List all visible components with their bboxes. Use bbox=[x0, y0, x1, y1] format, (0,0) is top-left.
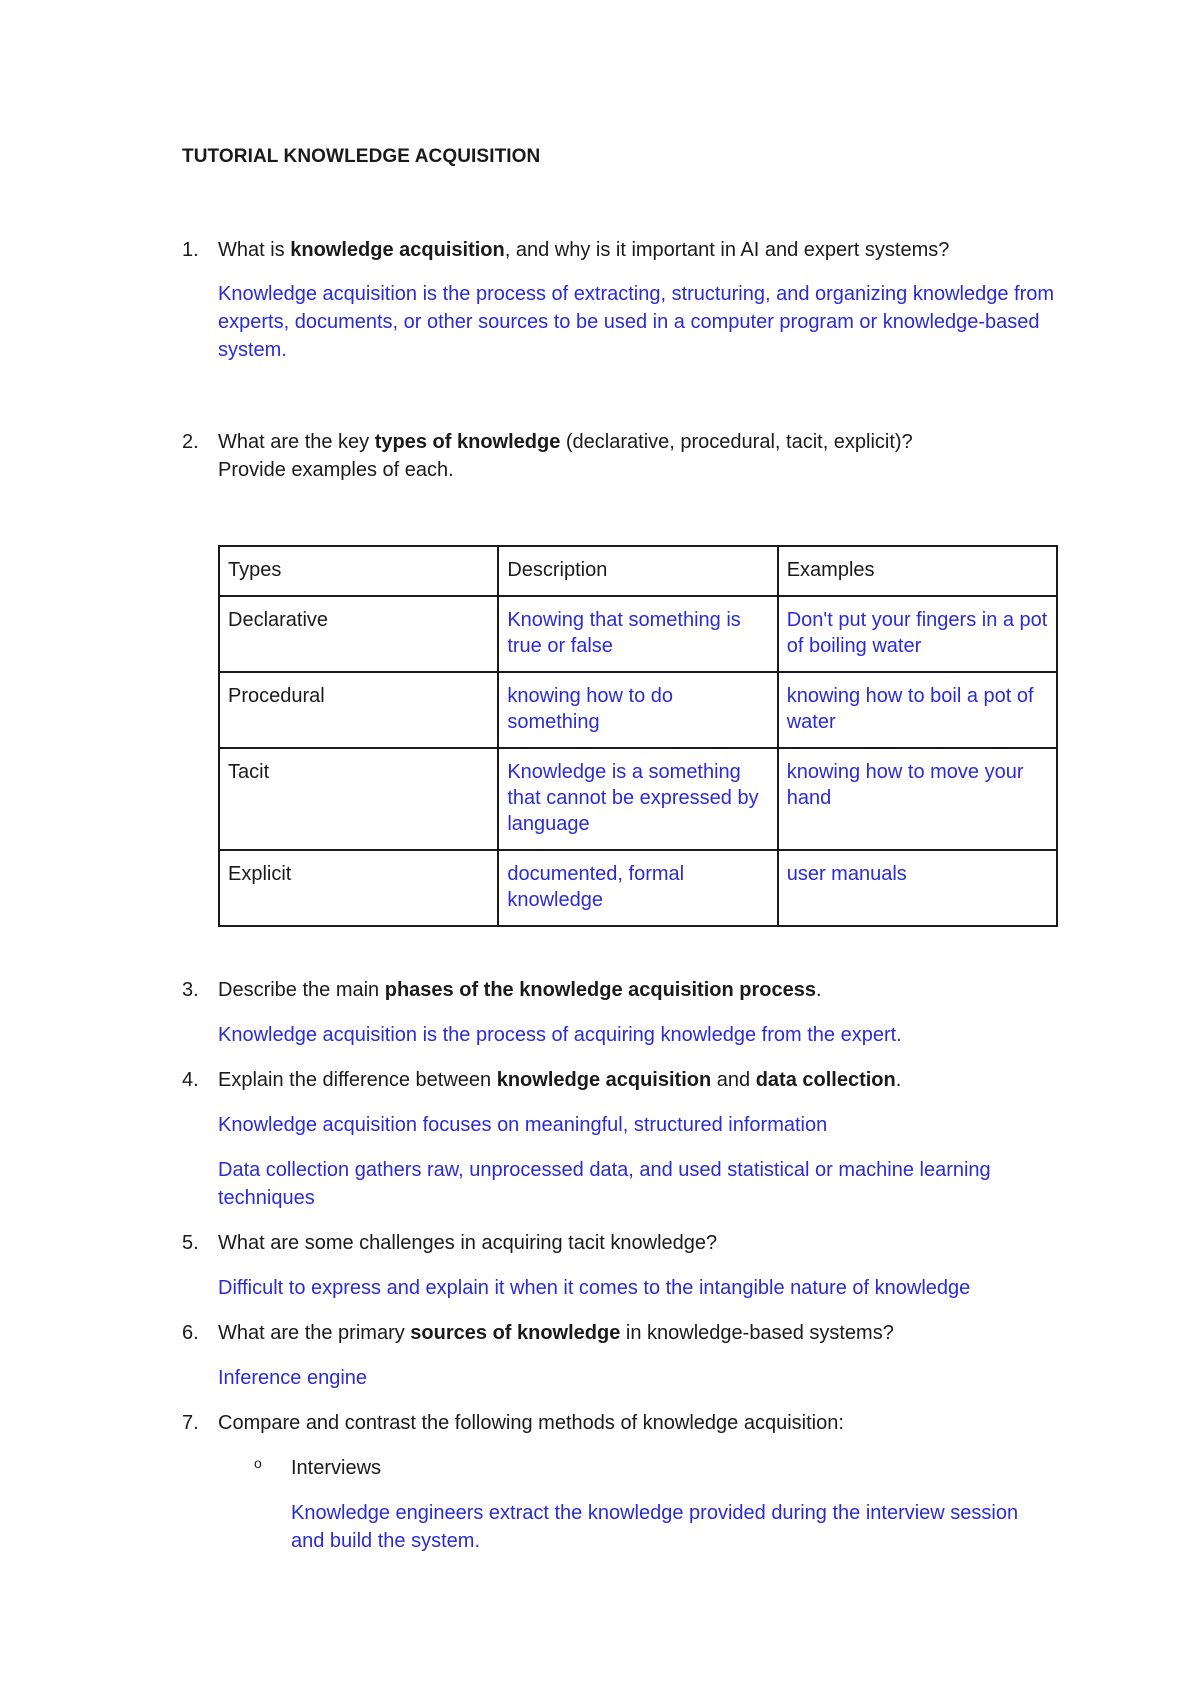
question-text: Describe the main phases of the knowledge acquisition process. bbox=[218, 979, 822, 1001]
table-header-row bbox=[219, 546, 1057, 596]
answer-6: Inference engine bbox=[218, 1367, 368, 1389]
sub-item-interviews: Interviews bbox=[291, 1457, 382, 1479]
question-number: 7. bbox=[182, 1412, 199, 1434]
answer-4b: Data collection gathers raw, unprocessed data, and used statistical or machine learning techniques bbox=[218, 1159, 991, 1209]
table-cell: Explicit bbox=[219, 850, 498, 926]
table-cell: Knowledge is a something that cannot be expressed by language bbox=[498, 748, 777, 850]
table-cell: Declarative bbox=[219, 596, 498, 672]
table-row bbox=[219, 672, 1057, 748]
bullet-icon: o bbox=[254, 1455, 262, 1471]
question-number: 2. bbox=[182, 431, 199, 453]
document-title: TUTORIAL KNOWLEDGE ACQUISITION bbox=[182, 146, 541, 167]
table-cell: knowing how to move your hand bbox=[778, 748, 1057, 850]
table-cell: Don't put your fingers in a pot of boiling water bbox=[778, 596, 1057, 672]
question-text: What is knowledge acquisition, and why is it important in AI and expert systems? bbox=[218, 239, 950, 261]
table-row bbox=[219, 748, 1057, 850]
table-cell: Knowing that something is true or false bbox=[498, 596, 777, 672]
answer-1: Knowledge acquisition is the process of extracting, structuring, and organizing knowledge from experts, documents, or other sources to be used in a computer program or knowledge-based system. bbox=[218, 283, 1055, 361]
table-cell: user manuals bbox=[778, 850, 1057, 926]
question-text: What are the primary sources of knowledge in knowledge-based systems? bbox=[218, 1322, 894, 1344]
answer-5: Difficult to express and explain it when it comes to the intangible nature of knowledge bbox=[218, 1277, 971, 1299]
question-text: What are the key types of knowledge (declarative, procedural, tacit, explicit)? Provide examples of each. bbox=[218, 431, 913, 481]
table-row bbox=[219, 596, 1057, 672]
question-number: 4. bbox=[182, 1069, 199, 1091]
table-row bbox=[219, 850, 1057, 926]
question-number: 1. bbox=[182, 239, 199, 261]
table-cell: Tacit bbox=[219, 748, 498, 850]
table-cell: knowing how to do something bbox=[498, 672, 777, 748]
answer-4a: Knowledge acquisition focuses on meaningful, structured information bbox=[218, 1114, 828, 1136]
table-header-cell: Examples bbox=[778, 546, 1057, 596]
table-header-cell: Description bbox=[498, 546, 777, 596]
table-header-cell: Types bbox=[219, 546, 498, 596]
question-text: What are some challenges in acquiring tacit knowledge? bbox=[218, 1232, 718, 1254]
question-text: Explain the difference between knowledge acquisition and data collection. bbox=[218, 1069, 902, 1091]
answer-7-interviews: Knowledge engineers extract the knowledge provided during the interview session and build the system. bbox=[291, 1502, 1019, 1552]
knowledge-types-table bbox=[218, 545, 1058, 927]
question-text: Compare and contrast the following methods of knowledge acquisition: bbox=[218, 1412, 844, 1434]
table-cell: documented, formal knowledge bbox=[498, 850, 777, 926]
question-number: 5. bbox=[182, 1232, 199, 1254]
question-number: 3. bbox=[182, 979, 199, 1001]
answer-3: Knowledge acquisition is the process of acquiring knowledge from the expert. bbox=[218, 1024, 902, 1046]
question-number: 6. bbox=[182, 1322, 199, 1344]
table-cell: knowing how to boil a pot of water bbox=[778, 672, 1057, 748]
table-cell: Procedural bbox=[219, 672, 498, 748]
